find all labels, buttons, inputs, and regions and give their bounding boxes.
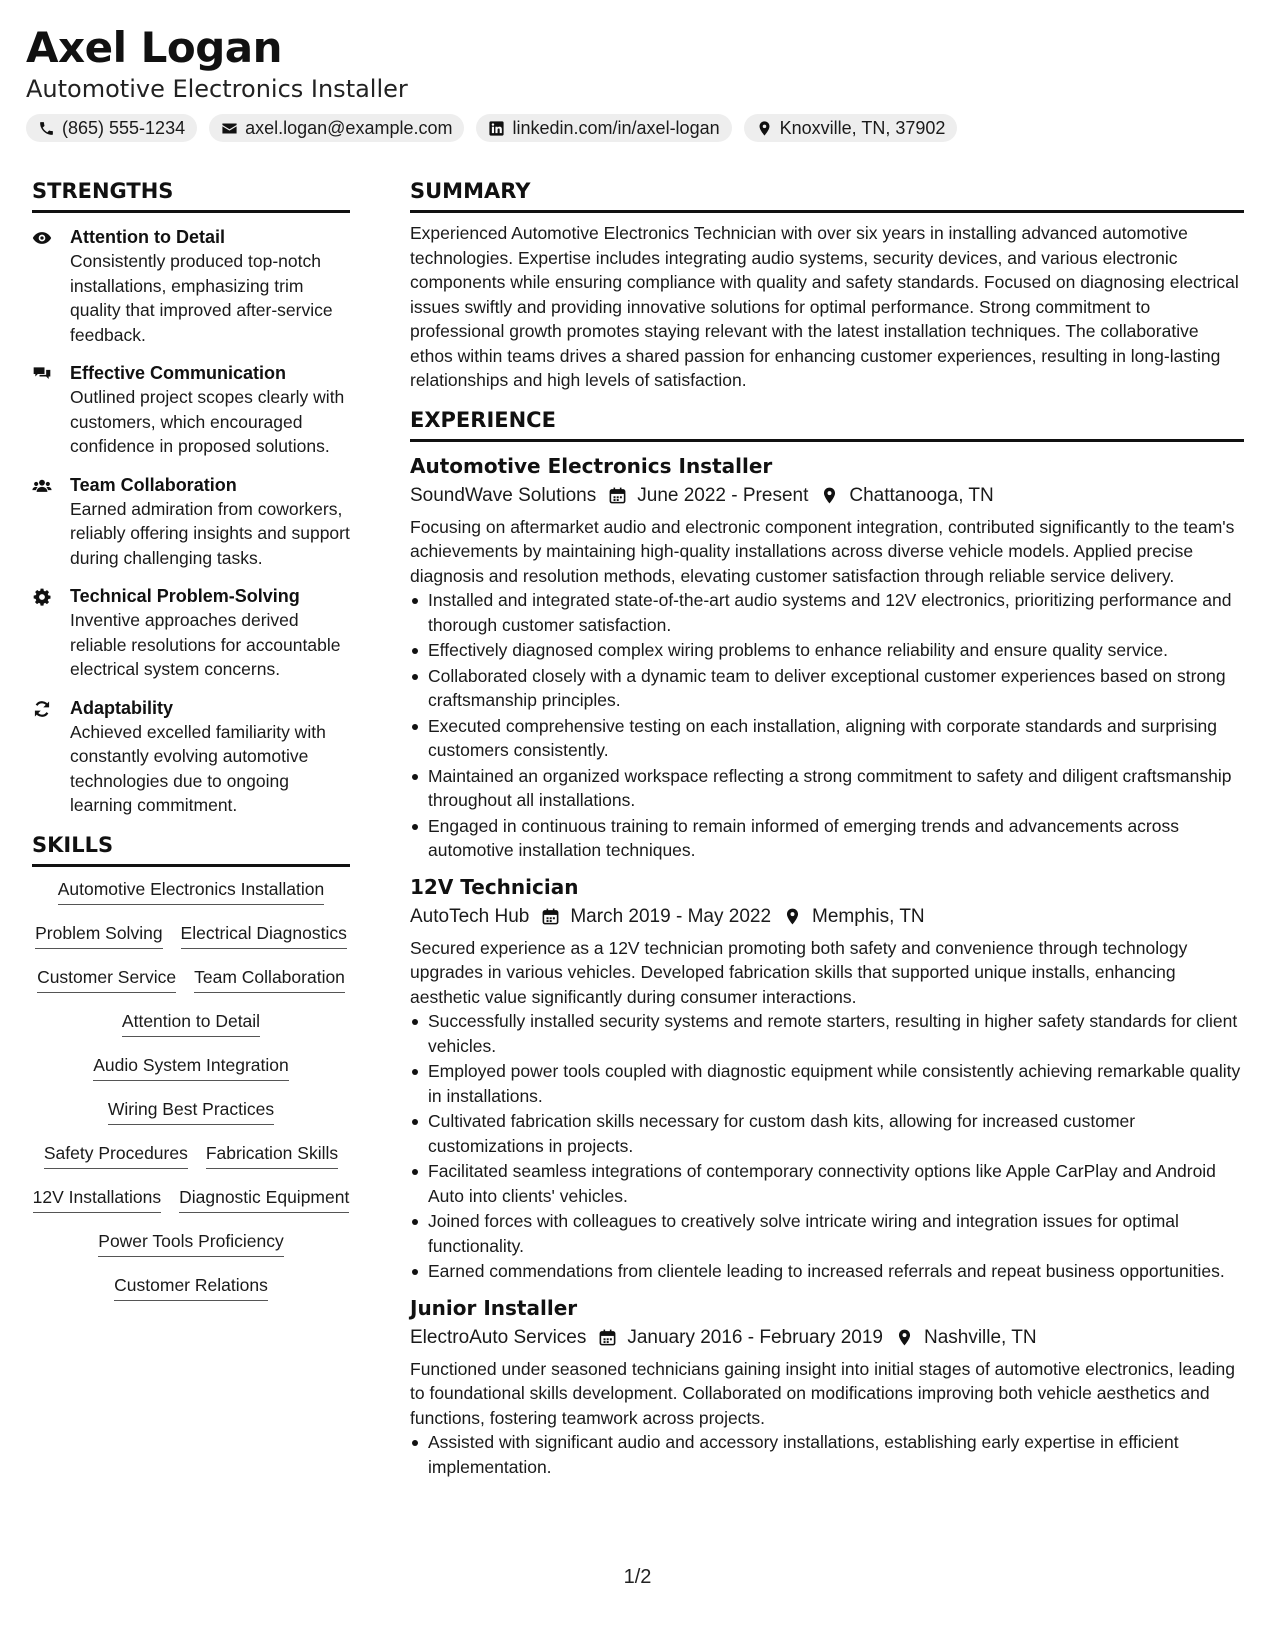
job-location: Nashville, TN <box>923 1326 1037 1348</box>
skill-tag: Power Tools Proficiency <box>98 1229 283 1257</box>
strength-desc: Achieved excelled familiarity with constantly evolving automotive technologies due to ongoing learning commitment. <box>70 721 326 815</box>
contact-phone-text: (865) 555-1234 <box>62 117 186 138</box>
job-role: Junior Installer <box>410 1295 578 1320</box>
job-location: Chattanooga, TN <box>849 484 994 506</box>
skill-tag: Electrical Diagnostics <box>181 921 347 949</box>
comments-icon <box>32 364 52 384</box>
strength-item <box>32 584 350 682</box>
strength-title: Adaptability <box>70 697 174 718</box>
summary-heading: SUMMARY <box>410 178 1244 213</box>
list-item: Maintained an organized workspace reflecting a strong commitment to safety and diligent craftsmanship throughout all installations. <box>410 764 1244 813</box>
skill-tag: Safety Procedures <box>44 1141 188 1169</box>
list-item: Earned commendations from clientele leading to increased referrals and repeat business opportunities. <box>410 1259 1244 1284</box>
job-bullets <box>410 1430 1244 1479</box>
job-entry <box>410 1294 1244 1480</box>
skill-tag: Customer Service <box>37 965 176 993</box>
contact-email-text: axel.logan@example.com <box>245 117 453 138</box>
experience-heading: EXPERIENCE <box>410 407 1244 442</box>
list-item: Collaborated closely with a dynamic team to deliver exceptional customer experiences based on strong craftsmanship principles. <box>410 664 1244 713</box>
job-company: AutoTech Hub <box>410 905 530 927</box>
job-description: Functioned under seasoned technicians gaining insight into initial stages of automotive electronics, leading to foundational skills development. Collaborated on modifications improving both vehicle aesthetics and functions, fostering teamwork across projects. <box>410 1358 1235 1428</box>
strength-title: Attention to Detail <box>70 227 225 247</box>
skill-tag: Attention to Detail <box>122 1009 260 1037</box>
map-pin-icon <box>783 907 802 926</box>
candidate-title: Automotive Electronics Installer <box>26 75 408 103</box>
resume-header <box>26 22 1256 142</box>
right-column <box>410 178 1244 1480</box>
skill-tag: Automotive Electronics Installation <box>58 877 325 905</box>
strength-desc: Outlined project scopes clearly with customers, which encouraged confidence in proposed solutions. <box>70 387 345 456</box>
strengths-heading: STRENGTHS <box>32 178 350 213</box>
skill-tag: Wiring Best Practices <box>108 1097 274 1125</box>
phone-icon <box>38 120 55 137</box>
users-icon <box>32 476 52 496</box>
contact-linkedin-text: linkedin.com/in/axel-logan <box>512 117 720 138</box>
job-meta <box>410 1323 1244 1353</box>
summary-text: Experienced Automotive Electronics Technician with over six years in installing advanced automotive technologies. Expertise includes integrating audio systems, security devices, and various electronic components while ensuring compliance with quality and safety standards. Focused on diagnosing electrical issues swiftly and providing innovative solutions for optimal performance. Strong commitment to professional growth promotes staying relevant with the latest installation techniques. The collaborative ethos within teams drives a shared passion for enhancing customer experiences, resulting in long-lasting relationships and high levels of satisfaction. <box>410 223 1239 390</box>
list-item: Joined forces with colleagues to creatively solve intricate wiring and integration issues for optimal functionality. <box>410 1209 1244 1258</box>
job-entry <box>410 873 1244 1284</box>
job-role: 12V Technician <box>410 874 579 899</box>
skill-tag: Team Collaboration <box>194 965 345 993</box>
gear-icon <box>32 587 52 607</box>
list-item: Executed comprehensive testing on each installation, aligning with corporate standards and surprising customers consistently. <box>410 714 1244 763</box>
strength-item <box>32 473 350 571</box>
strength-item <box>32 361 350 459</box>
job-entry <box>410 452 1244 863</box>
linkedin-icon <box>488 120 505 137</box>
job-company: ElectroAuto Services <box>410 1326 587 1348</box>
job-meta <box>410 902 1244 932</box>
list-item: Cultivated fabrication skills necessary for custom dash kits, allowing for increased customer customizations in projects. <box>410 1109 1244 1158</box>
strength-title: Effective Communication <box>70 363 287 383</box>
calendar-icon <box>598 1328 617 1347</box>
job-description: Secured experience as a 12V technician promoting both safety and convenience through technology upgrades in various vehicles. Developed fabrication skills that supported unique installs, enhancing aesthetic value significantly during consumer interactions. <box>410 937 1188 1007</box>
job-role: Automotive Electronics Installer <box>410 453 773 478</box>
page-number: 1/2 <box>623 1566 652 1588</box>
list-item: Successfully installed security systems and remote starters, resulting in higher safety standards for client vehicles. <box>410 1009 1244 1058</box>
map-pin-icon <box>756 120 773 137</box>
left-column <box>32 178 350 1317</box>
skill-tag: Fabrication Skills <box>206 1141 338 1169</box>
contact-location-text: Knoxville, TN, 37902 <box>779 117 946 138</box>
list-item: Employed power tools coupled with diagnostic equipment while consistently achieving remarkable quality in installations. <box>410 1059 1244 1108</box>
map-pin-icon <box>895 1328 914 1347</box>
strength-item <box>32 225 350 347</box>
skill-tag: Diagnostic Equipment <box>179 1185 349 1213</box>
contact-email[interactable] <box>209 114 464 142</box>
sync-icon <box>32 699 52 719</box>
strength-title: Technical Problem-Solving <box>70 586 300 606</box>
envelope-icon <box>221 120 238 137</box>
job-company: SoundWave Solutions <box>410 484 597 506</box>
job-bullets <box>410 588 1244 863</box>
strength-title: Team Collaboration <box>70 474 237 495</box>
calendar-icon <box>541 907 560 926</box>
job-bullets <box>410 1009 1244 1284</box>
job-dates: June 2022 - Present <box>637 484 809 506</box>
contact-linkedin[interactable] <box>476 114 731 142</box>
job-meta <box>410 481 1244 511</box>
list-item: Engaged in continuous training to remain informed of emerging trends and advancements across automotive installation techniques. <box>410 814 1244 863</box>
skill-tag: 12V Installations <box>33 1185 161 1213</box>
list-item: Facilitated seamless integrations of contemporary connectivity options like Apple CarPlay and Android Auto into clients' vehicles. <box>410 1159 1244 1208</box>
strength-desc: Earned admiration from coworkers, reliably offering insights and support during challenging tasks. <box>70 498 350 568</box>
contact-phone[interactable] <box>26 114 197 142</box>
strengths-list <box>32 225 350 818</box>
job-dates: January 2016 - February 2019 <box>627 1326 883 1348</box>
skill-tag: Audio System Integration <box>93 1053 289 1081</box>
skill-tag: Customer Relations <box>114 1273 268 1301</box>
strength-item <box>32 696 350 818</box>
skills-heading: SKILLS <box>32 832 350 867</box>
eye-icon <box>32 228 52 248</box>
contact-bar <box>26 114 1256 142</box>
job-dates: March 2019 - May 2022 <box>570 905 772 927</box>
strength-desc: Consistently produced top-notch installations, emphasizing trim quality that improved after-service feedback. <box>70 251 333 345</box>
job-location: Memphis, TN <box>812 905 925 927</box>
strength-desc: Inventive approaches derived reliable resolutions for accountable electrical system concerns. <box>70 610 341 679</box>
list-item: Installed and integrated state-of-the-art audio systems and 12V electronics, prioritizing performance and thorough customer satisfaction. <box>410 588 1244 637</box>
list-item: Assisted with significant audio and accessory installations, establishing early expertise in efficient implementation. <box>410 1430 1244 1479</box>
calendar-icon <box>608 486 627 505</box>
map-pin-icon <box>820 486 839 505</box>
list-item: Effectively diagnosed complex wiring problems to enhance reliability and ensure quality service. <box>410 638 1244 663</box>
skills-list <box>32 877 350 1317</box>
skill-tag: Problem Solving <box>35 921 162 949</box>
job-description: Focusing on aftermarket audio and electronic component integration, contributed significantly to the team's achievements by maintaining high-quality installations across diverse vehicle models. Applied precise diagnosis and resolution methods, elevating customer satisfaction through reliable service delivery. <box>410 516 1235 586</box>
contact-location[interactable] <box>744 114 958 142</box>
candidate-name: Axel Logan <box>26 23 283 72</box>
